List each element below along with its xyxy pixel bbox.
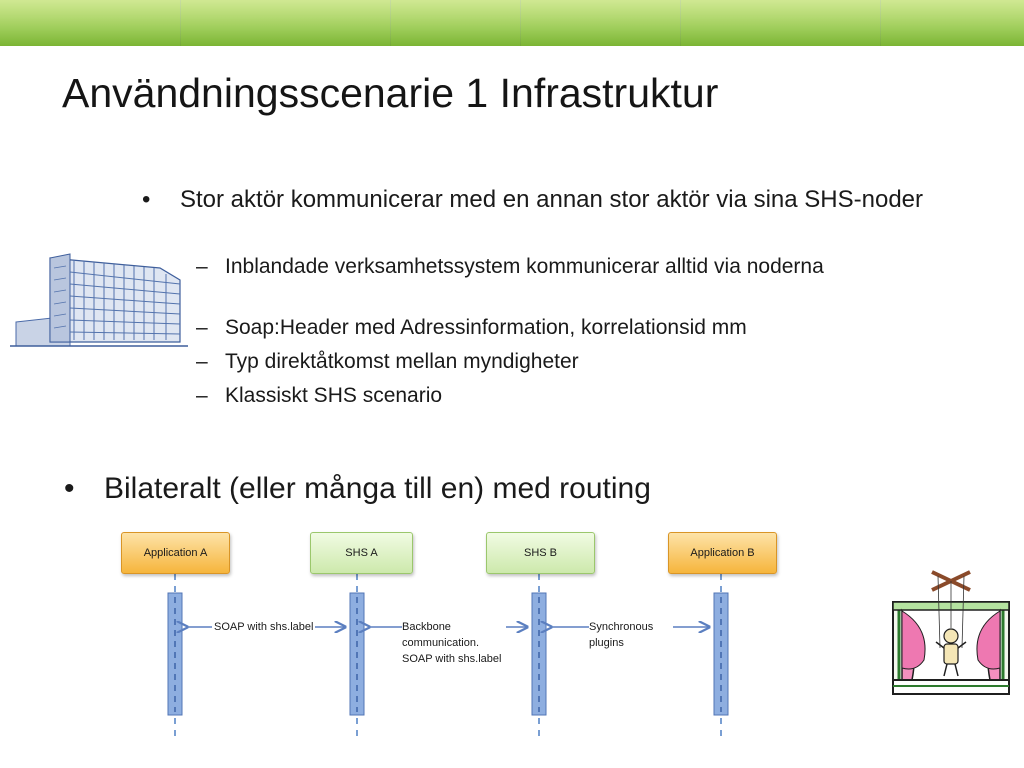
message-soap: SOAP with shs.label bbox=[214, 621, 314, 633]
subbullet-4: – Klassiskt SHS scenario bbox=[196, 384, 443, 407]
subbullet-3: – Typ direktåtkomst mellan myndigheter bbox=[196, 350, 579, 373]
puppet-theater-icon bbox=[890, 568, 1012, 698]
bullet-symbol: • bbox=[142, 186, 151, 213]
message-synchronous: Synchronous plugins bbox=[589, 619, 673, 651]
header-band bbox=[0, 0, 1024, 46]
bullet-routing: • Bilateralt (eller många till en) med routing bbox=[64, 472, 651, 505]
office-building-icon bbox=[10, 250, 188, 350]
actor-shs-b: SHS B bbox=[486, 532, 595, 574]
bullet-main bbox=[142, 185, 940, 214]
activation-application-a bbox=[168, 593, 182, 715]
bullet-main-text: Stor aktör kommunicerar med en annan stor aktör via sina SHS-noder bbox=[180, 186, 924, 213]
slide-title: Användningsscenarie 1 Infrastruktur bbox=[62, 70, 719, 116]
message-backbone: Backbone communication. SOAP with shs.label bbox=[402, 619, 506, 667]
actor-application-a: Application A bbox=[121, 532, 230, 574]
activation-application-b bbox=[714, 593, 728, 715]
activation-shs-b bbox=[532, 593, 546, 715]
actor-application-b: Application B bbox=[668, 532, 777, 574]
subbullet-1: – Inblandade verksamhetssystem kommunicerar alltid via noderna bbox=[196, 255, 824, 278]
activation-shs-a bbox=[350, 593, 364, 715]
subbullet-2: – Soap:Header med Adressinformation, korrelationsid mm bbox=[196, 316, 747, 339]
actor-shs-a: SHS A bbox=[310, 532, 413, 574]
